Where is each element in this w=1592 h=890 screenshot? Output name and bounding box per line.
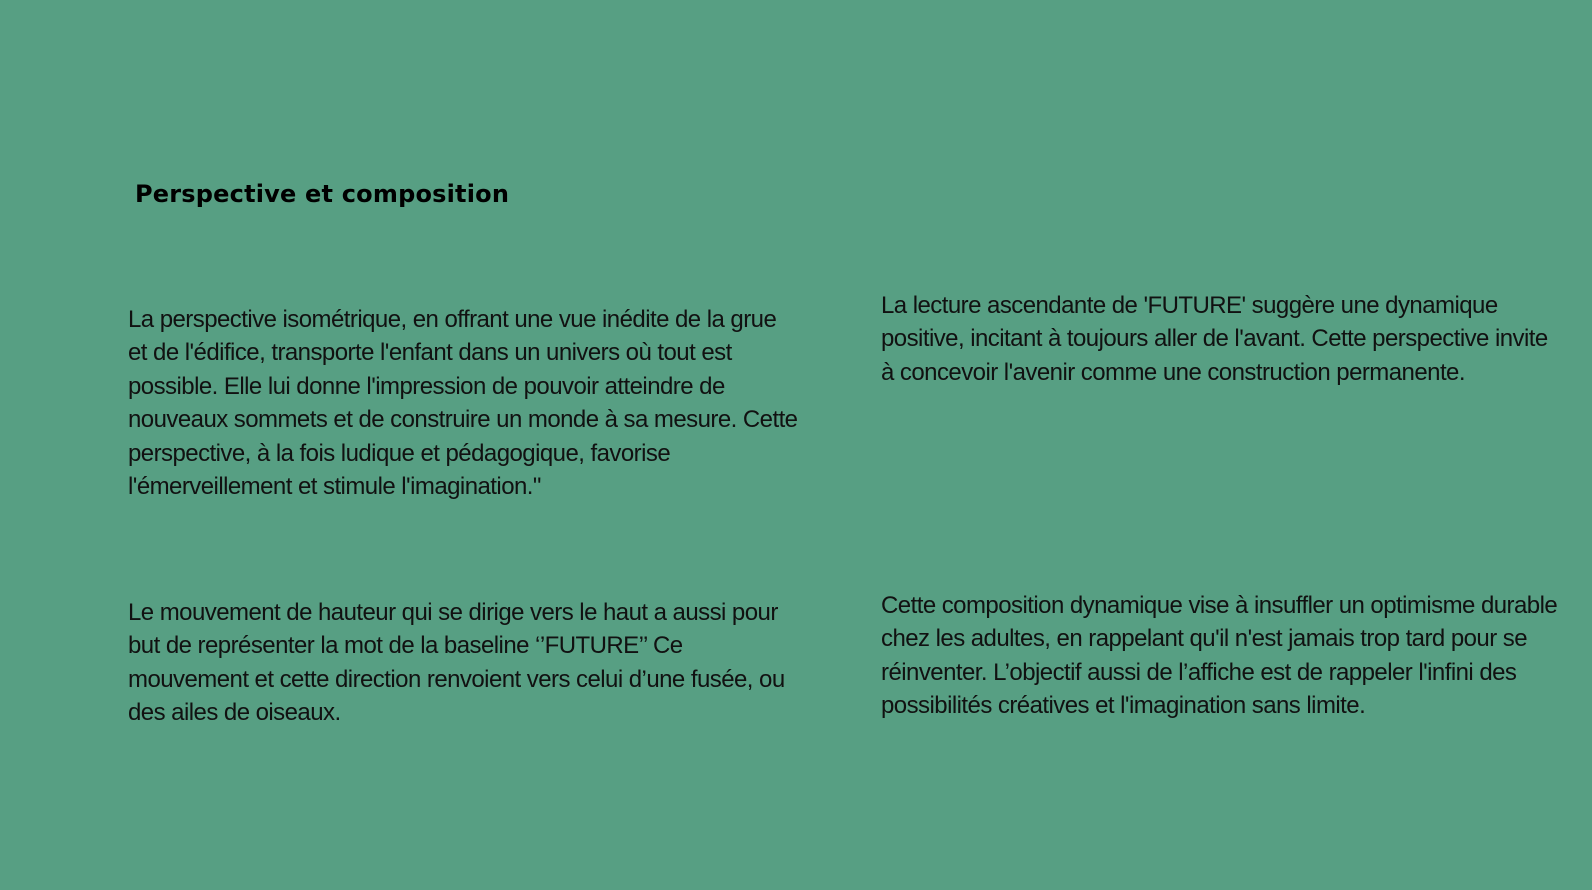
paragraph-dynamic-composition: Cette composition dynamique vise à insuffler un optimisme durable chez les adultes, en rappelant qu'il n'est jamais trop tard pour se réinventer. L’objectif aussi de l’affiche est de rappeler l'infini des possibilités créatives et l'imagination sans limite. bbox=[881, 592, 1558, 720]
paragraph-ascending-reading: La lecture ascendante de 'FUTURE' suggère une dynamique positive, incitant à toujours aller de l'avant. Cette perspective invite à concevoir l'avenir comme une construction permanente. bbox=[881, 292, 1548, 386]
paragraph-upward-movement: Le mouvement de hauteur qui se dirige vers le haut a aussi pour but de représenter la mot de la baseline ‘’FUTURE’’ Ce mouvement et cette direction renvoient vers celui d’une fusée, ou des ailes de oiseaux. bbox=[128, 599, 785, 727]
slide-title: Perspective et composition bbox=[135, 180, 510, 208]
paragraph-isometric-perspective: La perspective isométrique, en offrant une vue inédite de la grue et de l'édifice, transporte l'enfant dans un univers où tout est possible. Elle lui donne l'impression de pouvoir atteindre de nouveaux sommets et de construire un monde à sa mesure. Cette perspective, à la fois ludique et pédagogique, favorise l'émerveillement et stimule l'imagination." bbox=[128, 306, 798, 501]
